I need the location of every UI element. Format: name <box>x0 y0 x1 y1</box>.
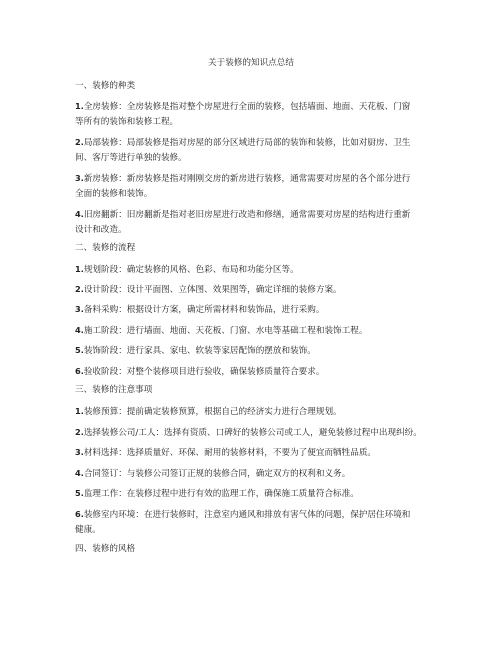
section-heading-process: 二、装修的流程 <box>75 243 136 253</box>
item-number: 3. <box>75 173 84 183</box>
item-number: 5. <box>75 345 84 355</box>
item-text-line: 设计阶段：设计平面图、立体图、效果图等，确定详细的装修方案。 <box>83 285 342 295</box>
item-number: 6. <box>75 509 84 519</box>
item-number: 6. <box>75 366 84 376</box>
item-number: 4. <box>75 209 84 219</box>
item-number: 5. <box>75 488 84 498</box>
item-text-line: 材料选择：选择质量好、环保、耐用的装修材料，不要为了便宜而牺牲品质。 <box>83 448 377 458</box>
paragraph-item <box>75 425 435 441</box>
item-number: 2. <box>75 427 84 437</box>
item-text-line: 装修预算：提前确定装修预算，根据自己的经济实力进行合理规划。 <box>83 407 342 417</box>
item-number: 1. <box>75 406 84 416</box>
paragraph-item <box>75 323 435 339</box>
item-text-line: 规划阶段：确定装修的风格、色彩、布局和功能分区等。 <box>83 265 299 275</box>
item-text-line: 等所有的装饰和装修工程。 <box>75 117 179 127</box>
paragraph-item <box>75 99 435 130</box>
paragraph-item <box>75 302 435 318</box>
item-text-line: 间、客厅等进行单独的装修。 <box>75 153 187 163</box>
item-text-line: 备料采购：根据设计方案，确定所需材料和装饰品，进行采购。 <box>83 305 325 315</box>
item-number: 4. <box>75 468 84 478</box>
item-number: 2. <box>75 284 84 294</box>
paragraph-item <box>75 445 435 461</box>
paragraph-item <box>75 282 435 298</box>
item-number: 3. <box>75 447 84 457</box>
item-number: 2. <box>75 137 84 147</box>
item-number: 3. <box>75 304 84 314</box>
paragraph-item <box>75 171 435 202</box>
paragraph-item <box>75 466 435 482</box>
item-text-line: 新房装修：新房装修是指对刚刚交房的新房进行装修，通常需要对房屋的各个部分进行 <box>83 174 411 184</box>
paragraph-item <box>75 135 435 166</box>
paragraph-item <box>75 343 435 359</box>
item-number: 4. <box>75 325 84 335</box>
item-text-line: 全面的装修和装饰。 <box>75 189 153 199</box>
item-text-line: 验收阶段：对整个装修项目进行验收，确保装修质量符合要求。 <box>83 367 325 377</box>
paragraph-item <box>75 507 435 538</box>
item-text-line: 选择装修公司/工人：选择有资质、口碑好的装修公司或工人，避免装修过程中出现纠纷。 <box>83 428 422 438</box>
item-number: 1. <box>75 101 84 111</box>
section-heading-notes: 三、装修的注意事项 <box>75 385 153 395</box>
item-text-line: 合同签订：与装修公司签订正规的装修合同，确定双方的权利和义务。 <box>83 469 351 479</box>
item-text-line: 全房装修：全房装修是指对整个房屋进行全面的装修，包括墙面、地面、天花板、门窗 <box>83 102 411 112</box>
item-text-line: 监理工作：在装修过程中进行有效的监理工作，确保施工质量符合标准。 <box>83 489 359 499</box>
item-text-line: 设计和改造。 <box>75 225 127 235</box>
paragraph-item <box>75 486 435 502</box>
item-text-line: 健康。 <box>75 525 101 535</box>
item-text-line: 施工阶段：进行墙面、地面、天花板、门窗、水电等基础工程和装饰工程。 <box>83 326 368 336</box>
item-text-line: 旧房翻新：旧房翻新是指对老旧房屋进行改造和修缮，通常需要对房屋的结构进行重新 <box>83 210 411 220</box>
item-text-line: 装修室内环境：在进行装修时，注意室内通风和排放有害气体的问题，保护居住环境和 <box>83 510 411 520</box>
document-title: 关于装修的知识点总结 <box>208 58 294 68</box>
item-text-line: 局部装修：局部装修是指对房屋的部分区域进行局部的装饰和装修，比如对厨房、卫生 <box>83 138 411 148</box>
paragraph-item <box>75 404 435 420</box>
paragraph-item <box>75 207 435 238</box>
paragraph-item <box>75 262 435 278</box>
item-number: 1. <box>75 264 84 274</box>
paragraph-item <box>75 364 435 380</box>
item-text-line: 装饰阶段：进行家具、家电、软装等家居配饰的摆放和装饰。 <box>83 346 316 356</box>
section-heading-styles: 四、装修的风格 <box>75 544 136 554</box>
section-heading-types: 一、装修的种类 <box>75 81 136 91</box>
